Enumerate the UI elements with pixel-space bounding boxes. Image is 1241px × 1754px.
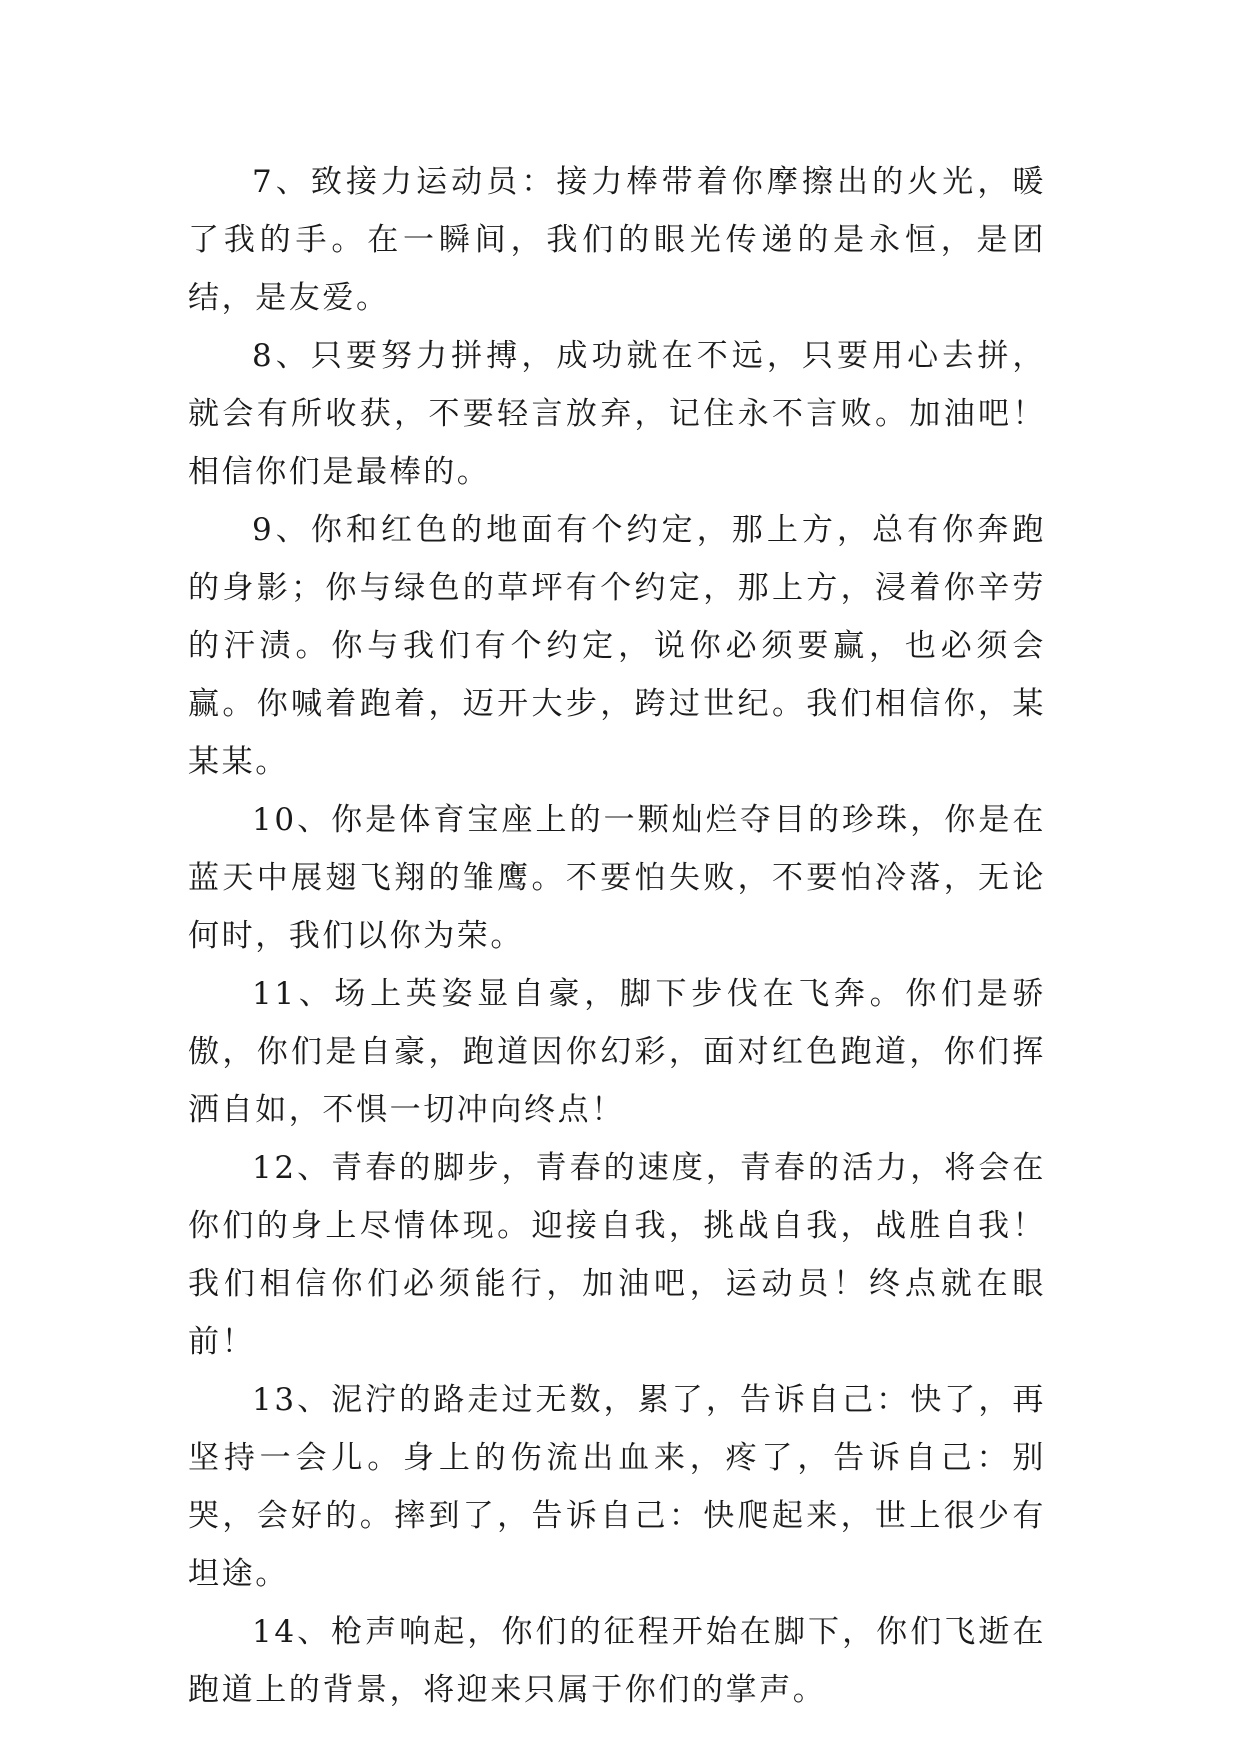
paragraph-9: 9、你和红色的地面有个约定，那上方，总有你奔跑的身影；你与绿色的草坪有个约定，那上方，浸着你辛劳的汗渍。你与我们有个约定，说你必须要赢，也必须会赢。你喊着跑着，迈开大步，跨过世纪。我们相信你，某某某。 (188, 512, 1046, 780)
document-body (188, 153, 1046, 1719)
paragraph-11: 11、场上英姿显自豪，脚下步伐在飞奔。你们是骄傲，你们是自豪，跑道因你幻彩，面对红色跑道，你们挥洒自如，不惧一切冲向终点！ (188, 976, 1046, 1128)
paragraph-13: 13、泥泞的路走过无数，累了，告诉自己：快了，再坚持一会儿。身上的伤流出血来，疼了，告诉自己：别哭，会好的。摔到了，告诉自己：快爬起来，世上很少有坦途。 (188, 1382, 1046, 1592)
paragraph-8: 8、只要努力拼搏，成功就在不远，只要用心去拼，就会有所收获，不要轻言放弃，记住永不言败。加油吧！相信你们是最棒的。 (188, 338, 1046, 490)
paragraph-14: 14、枪声响起，你们的征程开始在脚下，你们飞逝在跑道上的背景，将迎来只属于你们的掌声。 (188, 1614, 1046, 1708)
paragraph-12: 12、青春的脚步，青春的速度，青春的活力，将会在你们的身上尽情体现。迎接自我，挑战自我，战胜自我！我们相信你们必须能行，加油吧，运动员！终点就在眼前！ (188, 1150, 1046, 1360)
paragraph-7: 7、致接力运动员：接力棒带着你摩擦出的火光，暖了我的手。在一瞬间，我们的眼光传递的是永恒，是团结，是友爱。 (188, 164, 1046, 316)
paragraph-10: 10、你是体育宝座上的一颗灿烂夺目的珍珠，你是在蓝天中展翅飞翔的雏鹰。不要怕失败，不要怕冷落，无论何时，我们以你为荣。 (188, 802, 1046, 954)
